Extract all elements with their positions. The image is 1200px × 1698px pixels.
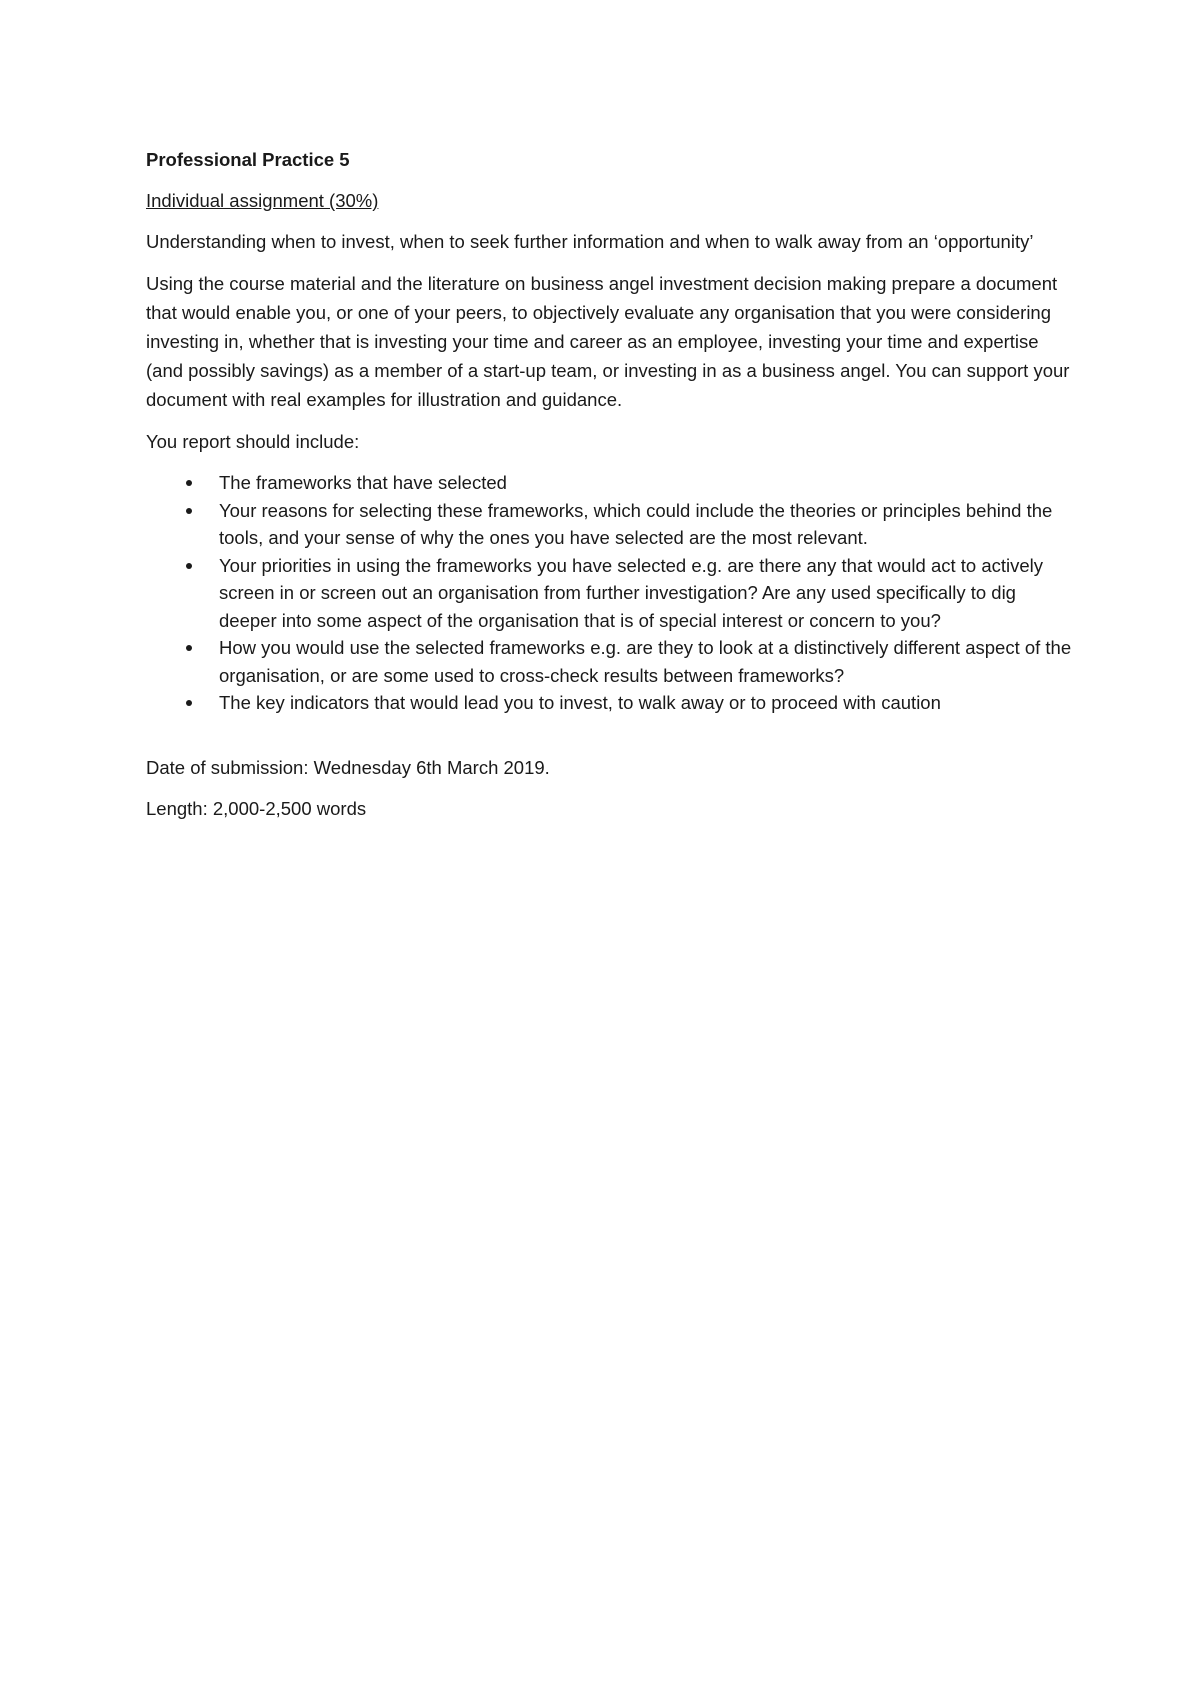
body-paragraph: Using the course material and the literature on business angel investment decision making prepare a document that would enable you, or one of your peers, to objectively evaluate any organisation that you were considering investing in, whether that is investing your time and career as an employee, investing your time and expertise (and possibly savings) as a member of a start-up team, or investing in as a business angel. You can support your document with real examples for illustration and guidance.	[146, 273, 1070, 410]
list-item	[146, 552, 1076, 635]
requirements-list	[146, 469, 1076, 717]
list-item-text: How you would use the selected frameworks e.g. are they to look at a distinctively different aspect of the organisation, or are some used to cross-check results between frameworks?	[219, 637, 1072, 686]
bullet-icon	[186, 563, 192, 569]
bullet-icon	[186, 700, 192, 706]
list-item-text: Your reasons for selecting these frameworks, which could include the theories or principles behind the tools, and your sense of why the ones you have selected are the most relevant.	[219, 499, 1053, 548]
document-content	[146, 145, 1076, 835]
bullet-icon	[186, 508, 192, 514]
submission-date: Date of submission: Wednesday 6th March 2019.	[146, 756, 550, 778]
list-item-text: The frameworks that have selected	[219, 472, 507, 493]
intro-paragraph: Understanding when to invest, when to seek further information and when to walk away from an ‘opportunity’	[146, 231, 1034, 252]
list-item	[146, 497, 1076, 552]
bullet-icon	[186, 645, 192, 651]
length-requirement: Length: 2,000-2,500 words	[146, 797, 367, 819]
list-item	[146, 469, 1076, 497]
document-title: Professional Practice 5	[146, 149, 350, 170]
bullet-icon	[186, 480, 192, 486]
list-item	[146, 634, 1076, 689]
document-subtitle: Individual assignment (30%)	[146, 190, 379, 211]
list-item-text: Your priorities in using the frameworks you have selected e.g. are there any that would act to actively screen in or screen out an organisation from further investigation? Are any used specifically to dig deeper into some aspect of the organisation that is of special interest or concern to you?	[219, 554, 1044, 631]
report-lead: You report should include:	[146, 431, 360, 452]
list-item	[146, 689, 1076, 717]
list-item-text: The key indicators that would lead you to invest, to walk away or to proceed with caution	[219, 692, 941, 713]
